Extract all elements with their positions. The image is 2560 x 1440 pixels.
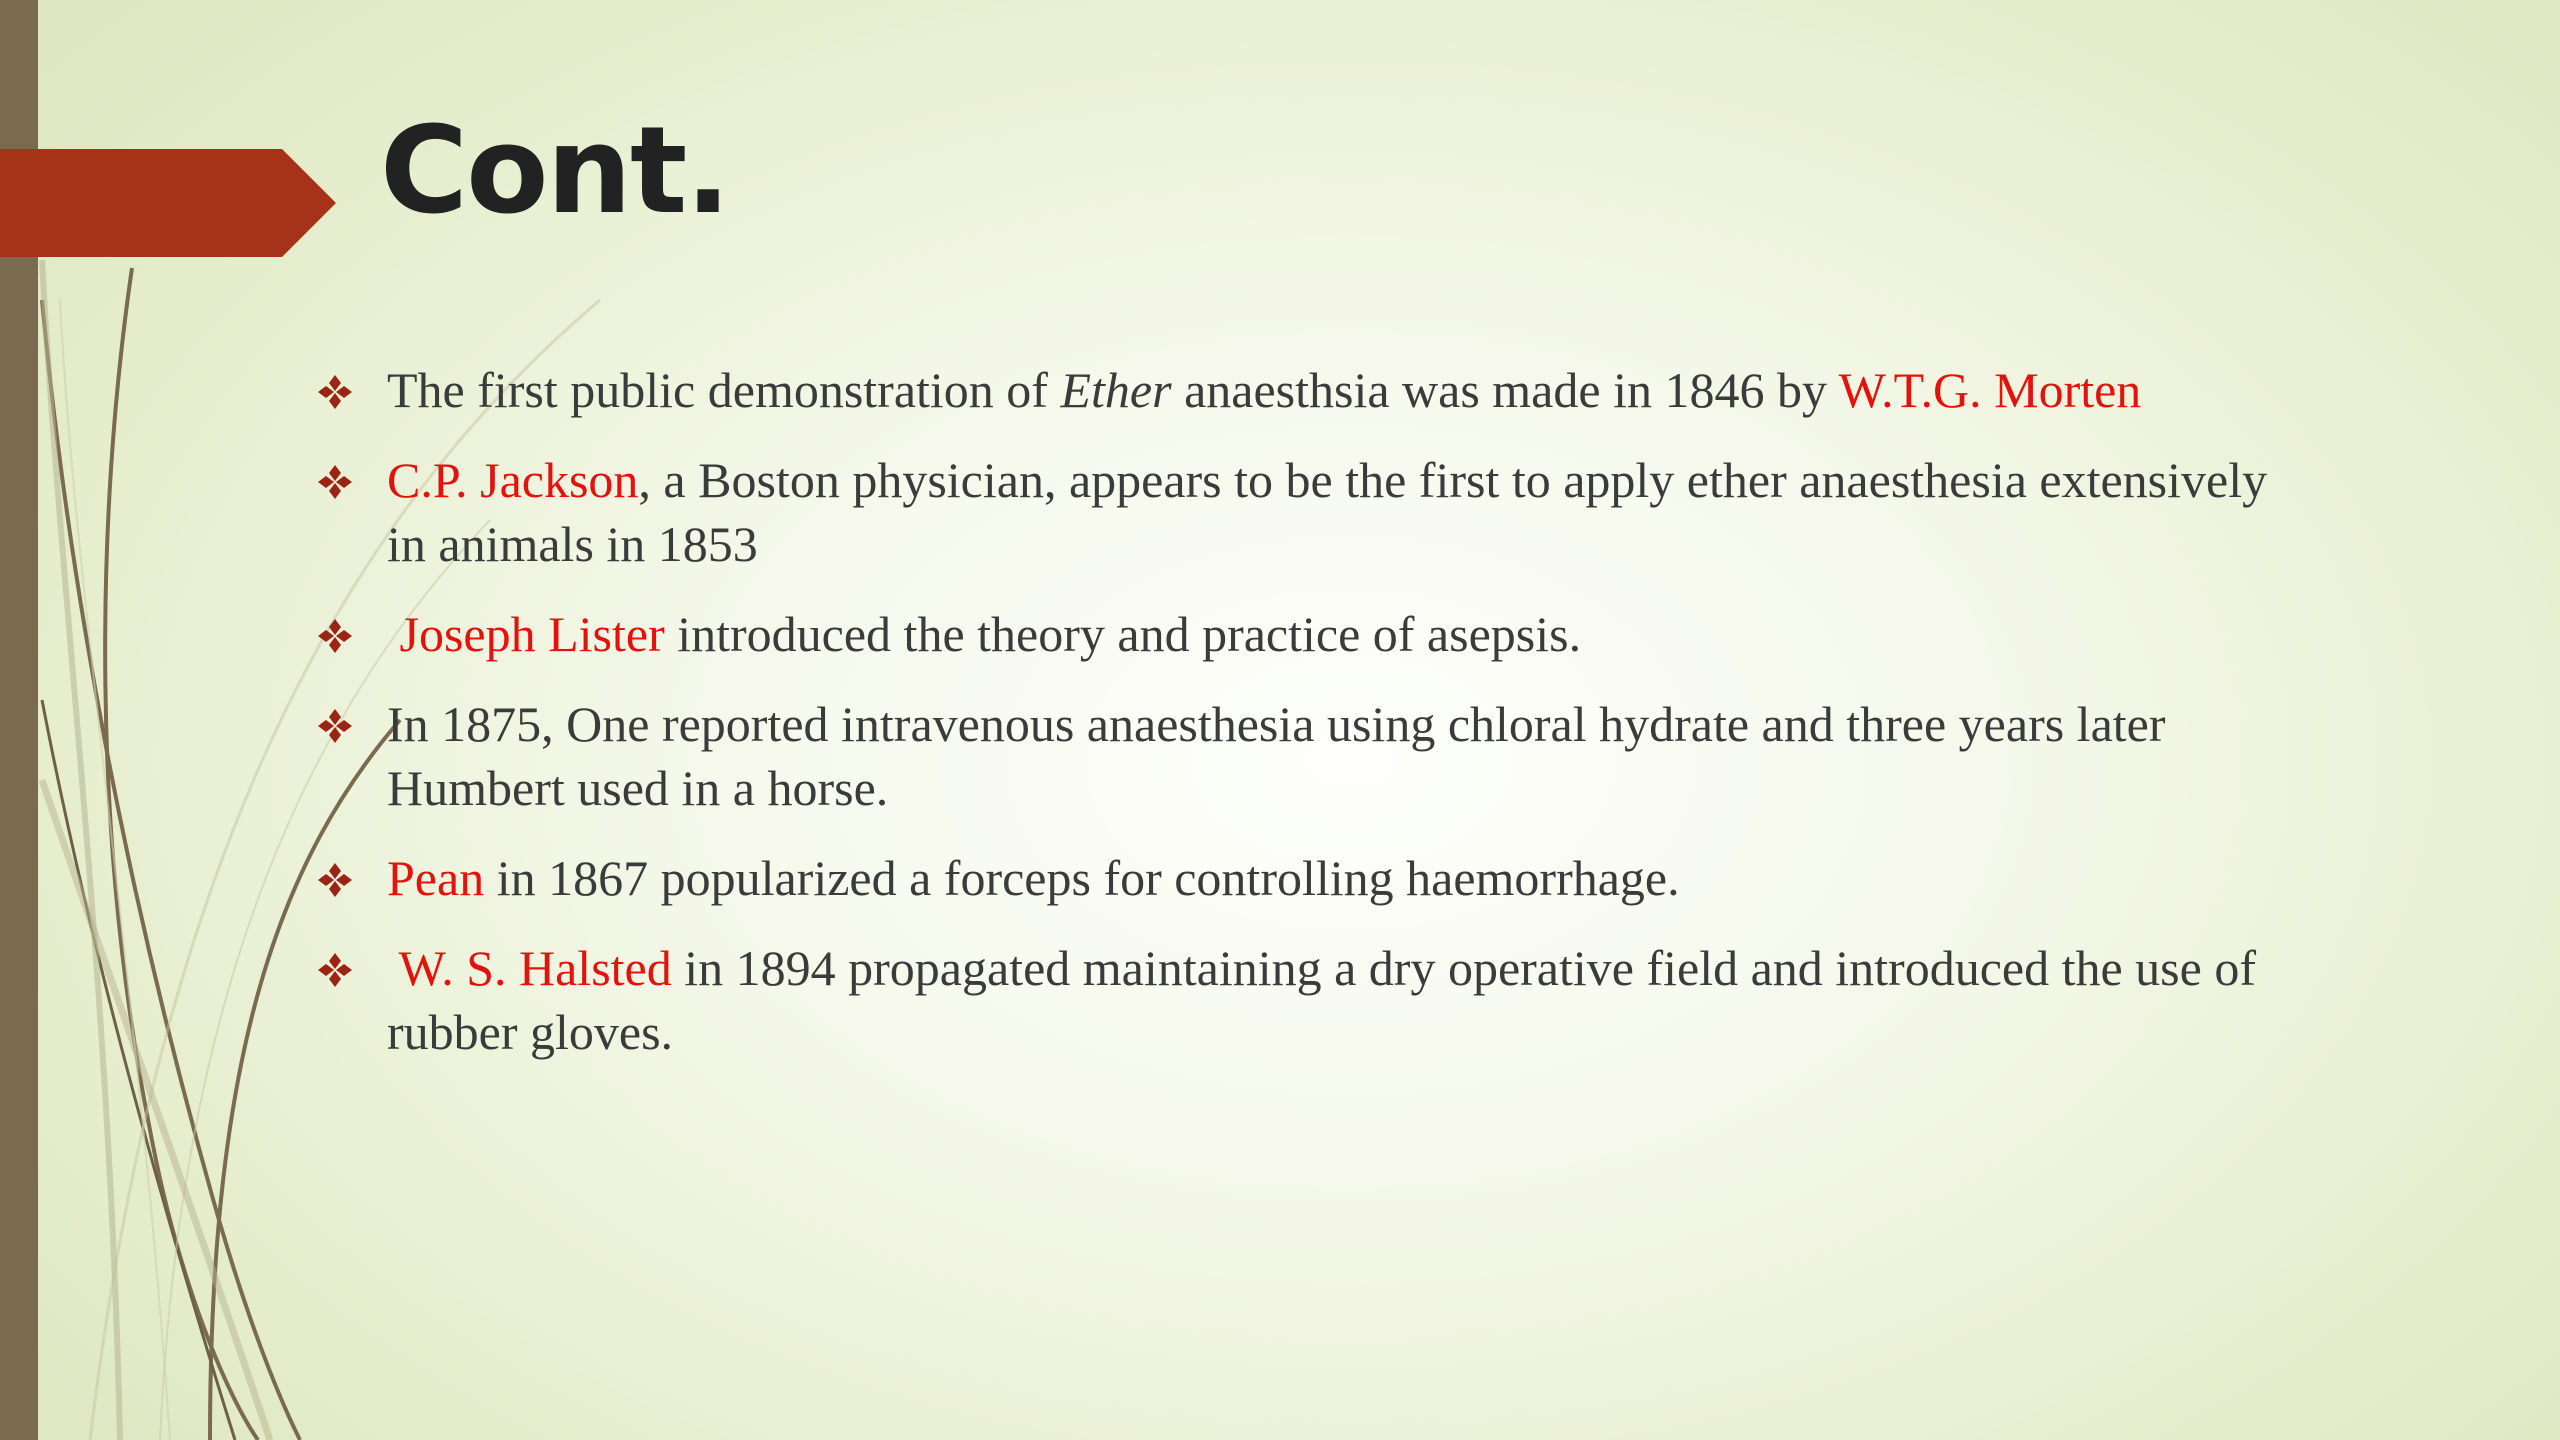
bullet-text: In 1875, One reported intravenous anaesthesia using chloral hydrate and three years later Humbert used in a horse. [387, 696, 2166, 816]
four-diamond-bullet-icon [315, 372, 355, 412]
bullet-item [315, 846, 2315, 910]
title-arrow-shape [0, 149, 336, 257]
bullet-text: The first public demonstration of [387, 362, 1061, 418]
bullet-text: anaesthsia was made in 1846 by [1171, 362, 1839, 418]
slide-title: Cont. [380, 102, 729, 241]
bullet-item [315, 448, 2315, 576]
four-diamond-bullet-icon [315, 950, 355, 990]
bullet-text: introduced the theory and practice of asepsis. [664, 606, 1582, 662]
bullet-text: in 1867 popularized a forceps for controlling haemorrhage. [484, 850, 1680, 906]
bullet-item [315, 358, 2315, 422]
bullet-italic-term: Ether [1060, 362, 1172, 418]
bullet-highlight-name: Joseph Lister [387, 606, 665, 662]
bullet-highlight-name: W. S. Halsted [387, 940, 672, 996]
four-diamond-bullet-icon [315, 616, 355, 656]
four-diamond-bullet-icon [315, 860, 355, 900]
bullet-text: , a Boston physician, appears to be the first to apply ether anaesthesia extensively in animals in 1853 [387, 452, 2268, 572]
bullet-item [315, 692, 2315, 820]
bullet-highlight-name: Pean [387, 850, 485, 906]
bullet-item [315, 602, 2315, 666]
bullet-highlight-name: C.P. Jackson [387, 452, 639, 508]
bullet-highlight-name: W.T.G. Morten [1838, 362, 2142, 418]
bullet-list [315, 358, 2315, 1090]
four-diamond-bullet-icon [315, 706, 355, 746]
four-diamond-bullet-icon [315, 462, 355, 502]
bullet-text: in 1894 propagated maintaining a dry operative field and introduced the use of rubber gloves. [387, 940, 2256, 1060]
bullet-item [315, 936, 2315, 1064]
